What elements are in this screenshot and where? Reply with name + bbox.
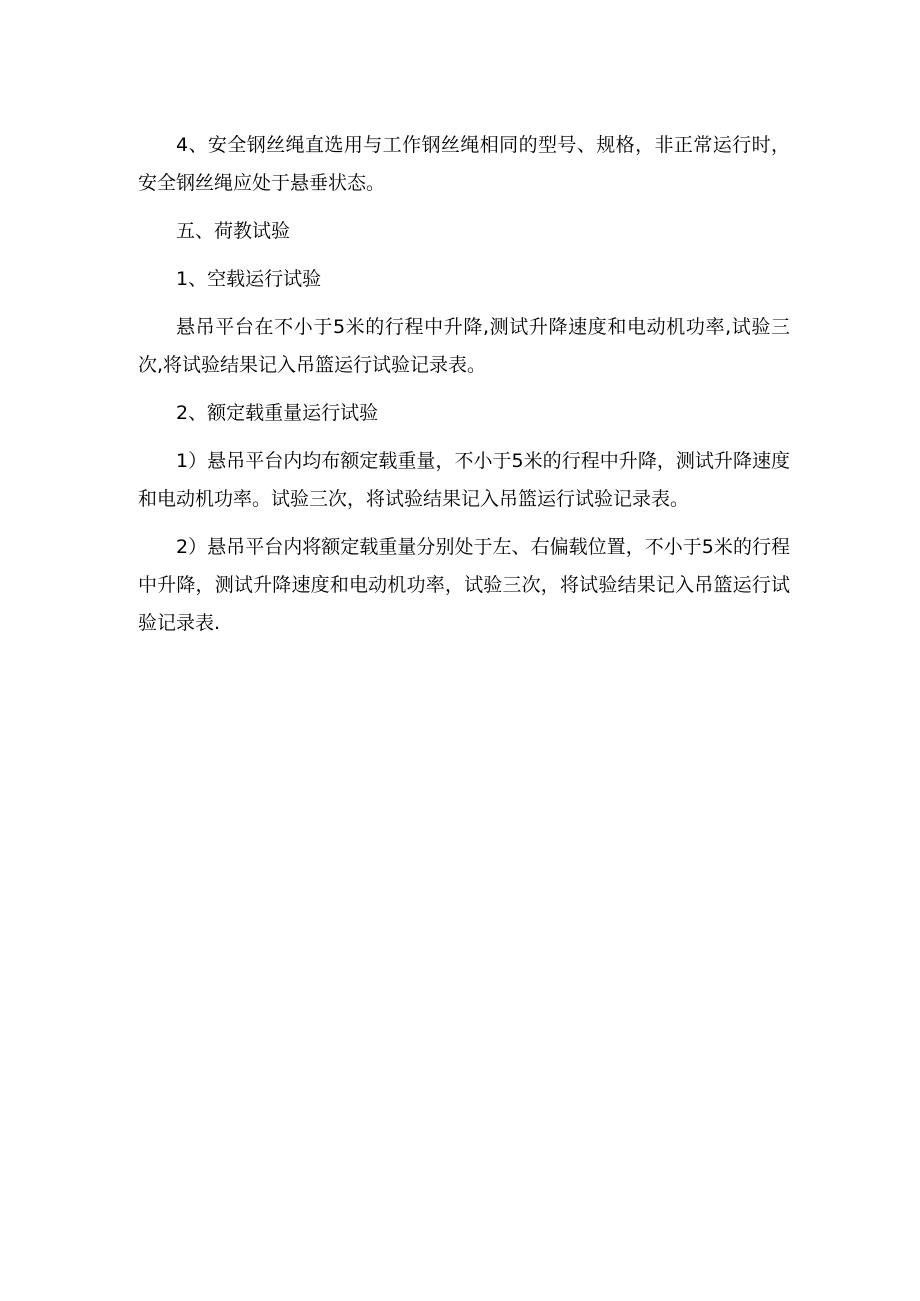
paragraph-no-load-test: 悬吊平台在不小于5米的行程中升降,测试升降速度和电动机功率,试验三次,将试验结果记入吊篮运行试验记录表。 [138, 316, 790, 376]
paragraph-safety-rope: 4、安全钢丝绳直选用与工作钢丝绳相同的型号、规格，非正常运行时，安全钢丝绳应处于悬垂状态。 [138, 134, 790, 194]
paragraph-uniform-load: 1）悬吊平台内均布额定载重量，不小于5米的行程中升降，测试升降速度和电动机功率。试验三次，将试验结果记入吊篮运行试验记录表。 [138, 450, 790, 510]
paragraph-eccentric-load: 2）悬吊平台内将额定载重量分别处于左、右偏载位置，不小于5米的行程中升降，测试升降速度和电动机功率，试验三次，将试验结果记入吊篮运行试验记录表. [138, 536, 790, 634]
document-body [138, 126, 790, 652]
section-heading-load-test: 五、荷教试验 [176, 220, 291, 242]
subheading-no-load-test: 1、空载运行试验 [176, 268, 322, 290]
subheading-rated-load-test: 2、额定载重量运行试验 [176, 402, 379, 424]
